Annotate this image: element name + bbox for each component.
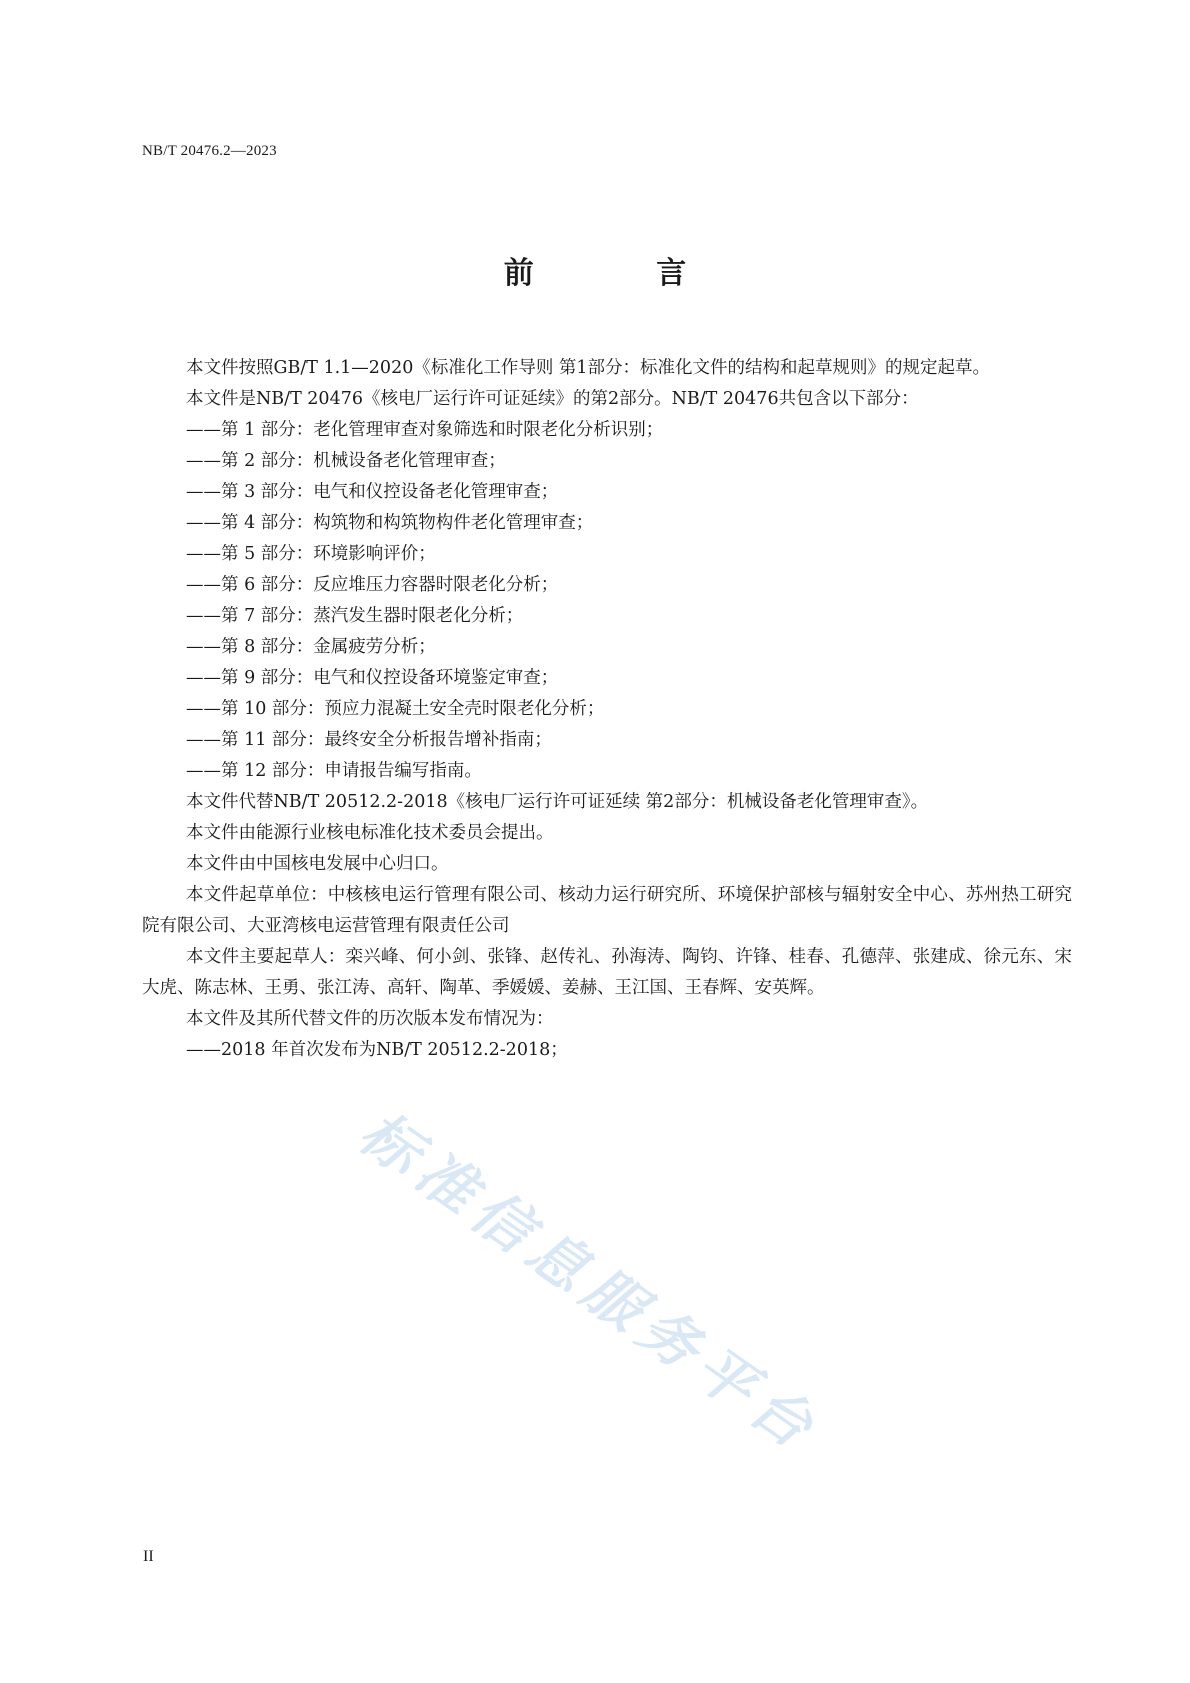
- list-item-part-7: ——第 7 部分：蒸汽发生器时限老化分析；: [186, 606, 524, 626]
- list-item-part-4: ——第 4 部分：构筑物和构筑物构件老化管理审查；: [186, 513, 594, 533]
- list-item-part-6: ——第 6 部分：反应堆压力容器时限老化分析；: [186, 575, 559, 595]
- paragraph-drafting-rules: 本文件按照GB/T 1.1—2020《标准化工作导则 第1部分：标准化文件的结构和起草规则》的规定起草。: [186, 358, 991, 378]
- list-item-part-5: ——第 5 部分：环境影响评价；: [186, 544, 436, 564]
- list-item-part-12: ——第 12 部分：申请报告编写指南。: [186, 761, 482, 781]
- foreword-body: [142, 353, 1072, 1066]
- page-number: II: [143, 1548, 154, 1565]
- paragraph-replaces: 本文件代替NB/T 20512.2-2018《核电厂运行许可证延续 第2部分：机械设备老化管理审查》。: [186, 792, 929, 812]
- watermark: 标准信息服务平台: [347, 1098, 833, 1466]
- paragraph-series-intro: 本文件是NB/T 20476《核电厂运行许可证延续》的第2部分。NB/T 20476共包含以下部分：: [186, 389, 919, 409]
- list-item-part-1: ——第 1 部分：老化管理审查对象筛选和时限老化分析识别；: [186, 420, 664, 440]
- paragraph-administered-by: 本文件由中国核电发展中心归口。: [186, 854, 449, 874]
- paragraph-drafting-units: 本文件起草单位：中核核电运行管理有限公司、核动力运行研究所、环境保护部核与辐射安全中心、苏州热工研究院有限公司、大亚湾核电运营管理有限责任公司: [142, 885, 1072, 936]
- paragraph-history-intro: 本文件及其所代替文件的历次版本发布情况为：: [186, 1009, 554, 1029]
- paragraph-drafters: 本文件主要起草人：栾兴峰、何小剑、张锋、赵传礼、孙海涛、陶钧、许锋、桂春、孔德萍、张建成、徐元东、宋大虎、陈志林、王勇、张江涛、高轩、陶革、季媛媛、姜赫、王江国、王春辉、安英辉。: [142, 947, 1072, 998]
- list-item-part-10: ——第 10 部分：预应力混凝土安全壳时限老化分析；: [186, 699, 605, 719]
- list-item-part-8: ——第 8 部分：金属疲劳分析；: [186, 637, 436, 657]
- list-item-part-3: ——第 3 部分：电气和仪控设备老化管理审查；: [186, 482, 559, 502]
- list-item-part-2: ——第 2 部分：机械设备老化管理审查；: [186, 451, 506, 471]
- page-title: 前 言: [503, 256, 743, 291]
- list-item-part-9: ——第 9 部分：电气和仪控设备环境鉴定审查；: [186, 668, 559, 688]
- document-code: NB/T 20476.2—2023: [142, 143, 277, 159]
- paragraph-proposed-by: 本文件由能源行业核电标准化技术委员会提出。: [186, 823, 554, 843]
- list-item-history-2018: ——2018 年首次发布为NB/T 20512.2-2018；: [186, 1040, 568, 1060]
- list-item-part-11: ——第 11 部分：最终安全分析报告增补指南；: [186, 730, 552, 750]
